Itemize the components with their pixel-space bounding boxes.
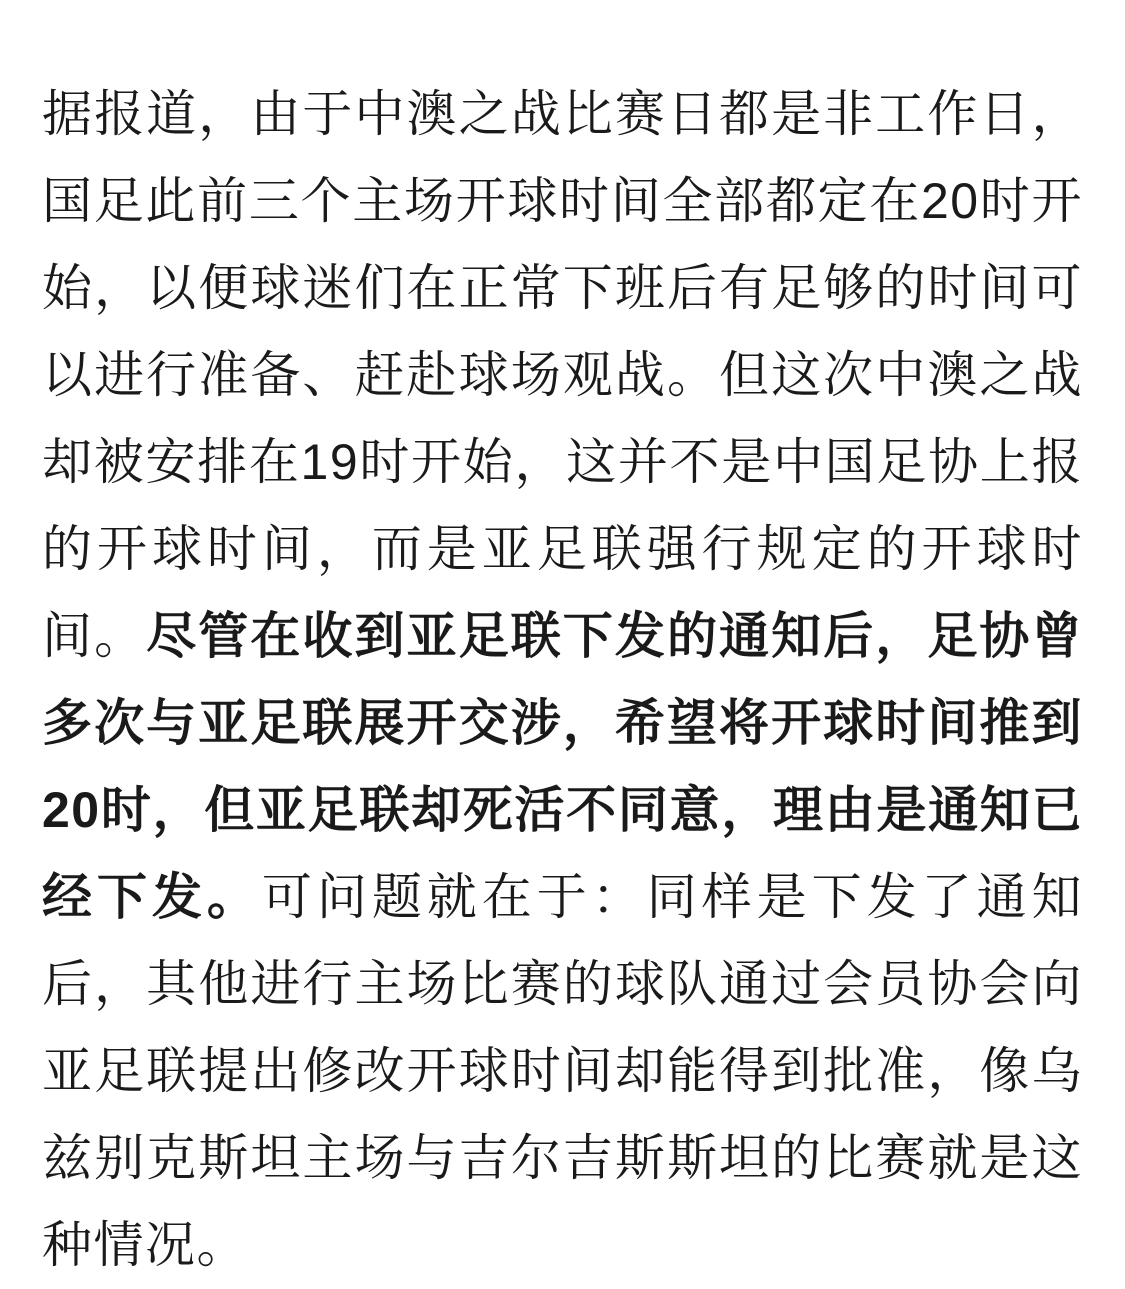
text-segment-intro: 据报道，由于中澳之战比赛日都是非工作日，国足此前三个主场开球时间全部都定在20时开始，以便球迷们在正常下班后有足够的时间可以进行准备、赶赴球场观战。但这次中澳之战却被安排在19时开始，这并不是中国足协上报的开球时间，而是亚足联强行规定的开球时间。	[42, 86, 1083, 664]
article-page	[0, 50, 1125, 1273]
text-segment-outro: 可问题就在于：同样是下发了通知后，其他进行主场比赛的球队通过会员协会向亚足联提出修改开球时间却能得到批准，像乌兹别克斯坦主场与吉尔吉斯斯坦的比赛就是这种情况。	[42, 869, 1084, 1273]
bold-text-segment: 尽管在收到亚足联下发的通知后，足协曾多次与亚足联展开交涉，希望将开球时间推到20时，但亚足联却死活不同意，理由是通知已经下发。	[42, 608, 1084, 925]
article-paragraph	[0, 50, 1125, 1289]
